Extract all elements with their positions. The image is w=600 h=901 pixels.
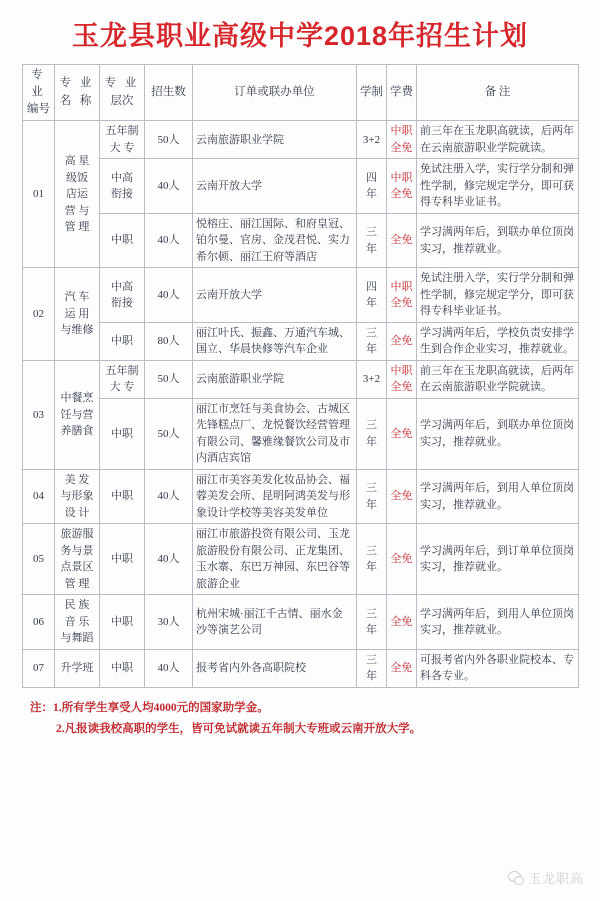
wechat-icon [508, 871, 523, 884]
table-body [23, 121, 579, 688]
major-level-line: 五年制 [105, 364, 139, 377]
column-header-major-name: 专 业 名 称 [55, 64, 100, 121]
school-system-line: 三 [366, 326, 377, 339]
cell-major-level [100, 268, 145, 323]
table-row [23, 213, 579, 268]
school-system-line: 三 [366, 607, 377, 620]
cell-partner-unit: 云南开放大学 [193, 159, 357, 214]
table-header [23, 64, 579, 121]
cell-school-system [357, 469, 387, 524]
cell-enrollment-count: 40人 [145, 268, 193, 323]
cell-major-level [100, 649, 145, 687]
cell-remark: 学习满两年后，学校负责安排学生到合作企业实习，推荐就业。 [417, 322, 579, 360]
cell-partner-unit: 报考省内外各高职院校 [193, 649, 357, 687]
cell-tuition [387, 398, 417, 469]
major-name-line: 与舞蹈 [60, 632, 94, 645]
tuition-line: 全免 [390, 234, 413, 247]
major-name-line: 点景区 [60, 561, 94, 574]
major-level-line: 中高 [111, 280, 133, 293]
cell-enrollment-count: 40人 [145, 524, 193, 595]
major-level-line: 大 专 [109, 381, 135, 394]
tuition-line: 中职 [390, 125, 413, 138]
note-label: 注： [30, 701, 53, 714]
major-name-line: 与形象 [60, 490, 94, 503]
major-name-line: 店运 [66, 188, 88, 201]
table-row [23, 469, 579, 524]
school-system-line: 四 [366, 171, 377, 184]
enrollment-plan-table-wrap [22, 64, 578, 688]
footer-notes [30, 698, 578, 741]
cell-enrollment-count: 40人 [145, 649, 193, 687]
school-system-line: 三 [366, 226, 377, 239]
cell-major-name [55, 595, 100, 650]
school-system-line: 四 [366, 280, 377, 293]
note-line-1 [30, 698, 578, 719]
school-system-line: 三 [366, 653, 377, 666]
table-row [23, 524, 579, 595]
major-name-line: 营 与 [64, 204, 90, 217]
column-header-school-system: 学制 [357, 64, 387, 121]
cell-remark: 免试注册入学，实行学分制和弹性学制，修完规定学分，即可获得专科毕业证书。 [417, 268, 579, 323]
cell-major-code: 07 [23, 649, 55, 687]
tuition-line: 全免 [390, 615, 413, 628]
cell-school-system [357, 322, 387, 360]
cell-enrollment-count: 30人 [145, 595, 193, 650]
school-system-line: 年 [366, 242, 377, 255]
major-name-line: 汽 车 [64, 291, 90, 304]
major-level-line: 中职 [111, 490, 133, 503]
cell-enrollment-count: 40人 [145, 159, 193, 214]
major-name-line: 管 理 [64, 221, 90, 234]
major-name-line: 高 星 [64, 155, 90, 168]
cell-major-level [100, 595, 145, 650]
column-header-code: 专 业 编号 [23, 64, 55, 121]
cell-major-level [100, 213, 145, 268]
major-name-line: 务与景 [60, 544, 94, 557]
school-system-line: 年 [366, 561, 377, 574]
table-row [23, 268, 579, 323]
cell-major-level [100, 322, 145, 360]
cell-major-level [100, 121, 145, 159]
tuition-line: 全免 [390, 381, 413, 394]
school-system-line: 年 [366, 670, 377, 683]
major-name-line: 运 用 [64, 307, 90, 320]
cell-remark: 学习满两年后，到订单单位顶岗实习，推荐就业。 [417, 524, 579, 595]
tuition-line: 全免 [390, 427, 413, 440]
note-item-1: 1.所有学生享受人均4000元的国家助学金。 [53, 701, 269, 714]
cell-major-name [55, 268, 100, 361]
cell-tuition [387, 322, 417, 360]
cell-remark: 学习满两年后，到用人单位顶岗实习，推荐就业。 [417, 469, 579, 524]
major-name-line: 中餐烹 [60, 392, 94, 405]
column-header-tuition: 学费 [387, 64, 417, 121]
cell-major-name [55, 360, 100, 469]
cell-tuition [387, 469, 417, 524]
tuition-line: 全免 [390, 553, 413, 566]
school-system-line: 年 [366, 624, 377, 637]
cell-major-level [100, 524, 145, 595]
cell-tuition [387, 121, 417, 159]
cell-enrollment-count: 80人 [145, 322, 193, 360]
major-level-line: 中高 [111, 171, 133, 184]
tuition-line: 全免 [390, 188, 413, 201]
school-system-line: 三 [366, 544, 377, 557]
major-name-line: 音 乐 [64, 615, 90, 628]
cell-tuition [387, 159, 417, 214]
cell-major-name [55, 121, 100, 268]
cell-major-level [100, 398, 145, 469]
note-line-2 [30, 719, 578, 740]
table-header-row [23, 64, 579, 121]
cell-enrollment-count: 40人 [145, 213, 193, 268]
tuition-line: 中职 [390, 171, 413, 184]
cell-remark: 可报考省内外各职业院校本、专科各专业。 [417, 649, 579, 687]
school-system-line: 年 [366, 188, 377, 201]
cell-partner-unit: 云南旅游职业学院 [193, 121, 357, 159]
school-system-line: 三 [366, 419, 377, 432]
cell-remark: 免试注册入学，实行学分制和弹性学制，修完规定学分，即可获得专科毕业证书。 [417, 159, 579, 214]
major-level-line: 衔接 [111, 188, 133, 201]
major-level-line: 中职 [111, 427, 133, 440]
major-level-line: 五年制 [105, 125, 139, 138]
tuition-line: 全免 [390, 490, 413, 503]
cell-school-system [357, 398, 387, 469]
major-level-line: 中职 [111, 662, 133, 675]
note-item-2: 2.凡报读我校高职的学生，皆可免试就读五年制大专班或云南开放大学。 [56, 723, 422, 736]
enrollment-plan-table [22, 64, 579, 688]
major-name-line: 管 理 [64, 577, 90, 590]
major-level-line: 衔接 [111, 297, 133, 310]
table-row [23, 360, 579, 398]
major-name-line: 饪与营 [60, 408, 94, 421]
school-system-line: 年 [366, 435, 377, 448]
cell-remark: 学习满两年后，到用人单位顶岗实习，推荐就业。 [417, 595, 579, 650]
cell-partner-unit: 丽江叶氏、振鑫、万通汽车城、国立、华晨快修等汽车企业 [193, 322, 357, 360]
cell-major-level [100, 360, 145, 398]
table-row [23, 649, 579, 687]
major-name-line: 养膳食 [60, 425, 94, 438]
cell-major-level [100, 159, 145, 214]
major-name-line: 美 发 [64, 473, 90, 486]
cell-tuition [387, 360, 417, 398]
column-header-remark: 备 注 [417, 64, 579, 121]
cell-school-system [357, 268, 387, 323]
tuition-line: 全免 [390, 141, 413, 154]
cell-major-code: 05 [23, 524, 55, 595]
cell-school-system [357, 213, 387, 268]
table-row [23, 595, 579, 650]
cell-tuition [387, 649, 417, 687]
page-title: 玉龙县职业高级中学2018年招生计划 [71, 21, 529, 51]
cell-major-name [55, 649, 100, 687]
cell-school-system [357, 159, 387, 214]
cell-enrollment-count: 40人 [145, 469, 193, 524]
cell-major-code: 04 [23, 469, 55, 524]
column-header-partner-unit: 订单或联办单位 [193, 64, 357, 121]
cell-remark: 前三年在玉龙职高就读，后两年在云南旅游职业学院就读。 [417, 360, 579, 398]
major-level-line: 中职 [111, 553, 133, 566]
cell-major-code: 01 [23, 121, 55, 268]
cell-major-name [55, 524, 100, 595]
school-system-line: 年 [366, 343, 377, 356]
major-level-line: 大 专 [109, 141, 135, 154]
major-name-line: 与维修 [60, 324, 94, 337]
cell-tuition [387, 595, 417, 650]
tuition-line: 中职 [390, 364, 413, 377]
cell-enrollment-count: 50人 [145, 360, 193, 398]
cell-enrollment-count: 50人 [145, 121, 193, 159]
cell-partner-unit: 云南开放大学 [193, 268, 357, 323]
cell-school-system: 3+2 [357, 121, 387, 159]
column-header-major-level: 专 业 层次 [100, 64, 145, 121]
cell-remark: 学习满两年后，到联办单位顶岗实习，推荐就业。 [417, 213, 579, 268]
watermark-label: 玉龙职高 [527, 871, 584, 886]
table-row [23, 398, 579, 469]
table-row [23, 159, 579, 214]
cell-remark: 学习满两年后，到联办单位顶岗实习，推荐就业。 [417, 398, 579, 469]
cell-partner-unit: 杭州宋城·丽江千古情、丽水金沙等演艺公司 [193, 595, 357, 650]
cell-major-code: 03 [23, 360, 55, 469]
cell-partner-unit: 丽江市美容美发化妆品协会、福蓉美发会所、昆明阿鸿美发与形象设计学校等美容美发单位 [193, 469, 357, 524]
tuition-line: 全免 [390, 662, 413, 675]
cell-partner-unit: 悦榕庄、丽江国际、和府皇冠、铂尔曼、官房、金茂君悦、实力希尔顿、丽江王府等酒店 [193, 213, 357, 268]
table-row [23, 121, 579, 159]
tuition-line: 中职 [390, 280, 413, 293]
cell-major-name [55, 469, 100, 524]
major-level-line: 中职 [111, 335, 133, 348]
cell-major-code: 02 [23, 268, 55, 361]
major-level-line: 中职 [111, 234, 133, 247]
cell-tuition [387, 268, 417, 323]
major-name-line: 民 族 [64, 599, 90, 612]
cell-remark: 前三年在玉龙职高就读，后两年在云南旅游职业学院就读。 [417, 121, 579, 159]
major-level-line: 中职 [111, 615, 133, 628]
cell-school-system [357, 524, 387, 595]
cell-school-system [357, 595, 387, 650]
cell-school-system: 3+2 [357, 360, 387, 398]
tuition-line: 全免 [390, 297, 413, 310]
cell-tuition [387, 524, 417, 595]
cell-partner-unit: 丽江市烹饪与美食协会、古城区先锋糕点厂、龙悦餐饮经营管理有限公司、馨雅缘餐饮公司及市内酒店宾馆 [193, 398, 357, 469]
column-header-enrollment-count: 招生数 [145, 64, 193, 121]
cell-major-level [100, 469, 145, 524]
major-name-line: 旅游服 [60, 528, 94, 541]
table-row [23, 322, 579, 360]
cell-partner-unit: 云南旅游职业学院 [193, 360, 357, 398]
major-name-line: 级饭 [66, 171, 88, 184]
cell-tuition [387, 213, 417, 268]
school-system-line: 三 [366, 482, 377, 495]
major-name-line: 设 计 [64, 506, 90, 519]
cell-partner-unit: 丽江市旅游投资有限公司、玉龙旅游股份有限公司、正龙集团、玉水寨、东巴万神园、东巴谷等旅游企业 [193, 524, 357, 595]
cell-enrollment-count: 50人 [145, 398, 193, 469]
school-system-line: 年 [366, 498, 377, 511]
watermark [508, 868, 584, 887]
major-name-line: 升学班 [60, 662, 94, 675]
cell-major-code: 06 [23, 595, 55, 650]
cell-school-system [357, 649, 387, 687]
tuition-line: 全免 [390, 335, 413, 348]
school-system-line: 年 [366, 297, 377, 310]
